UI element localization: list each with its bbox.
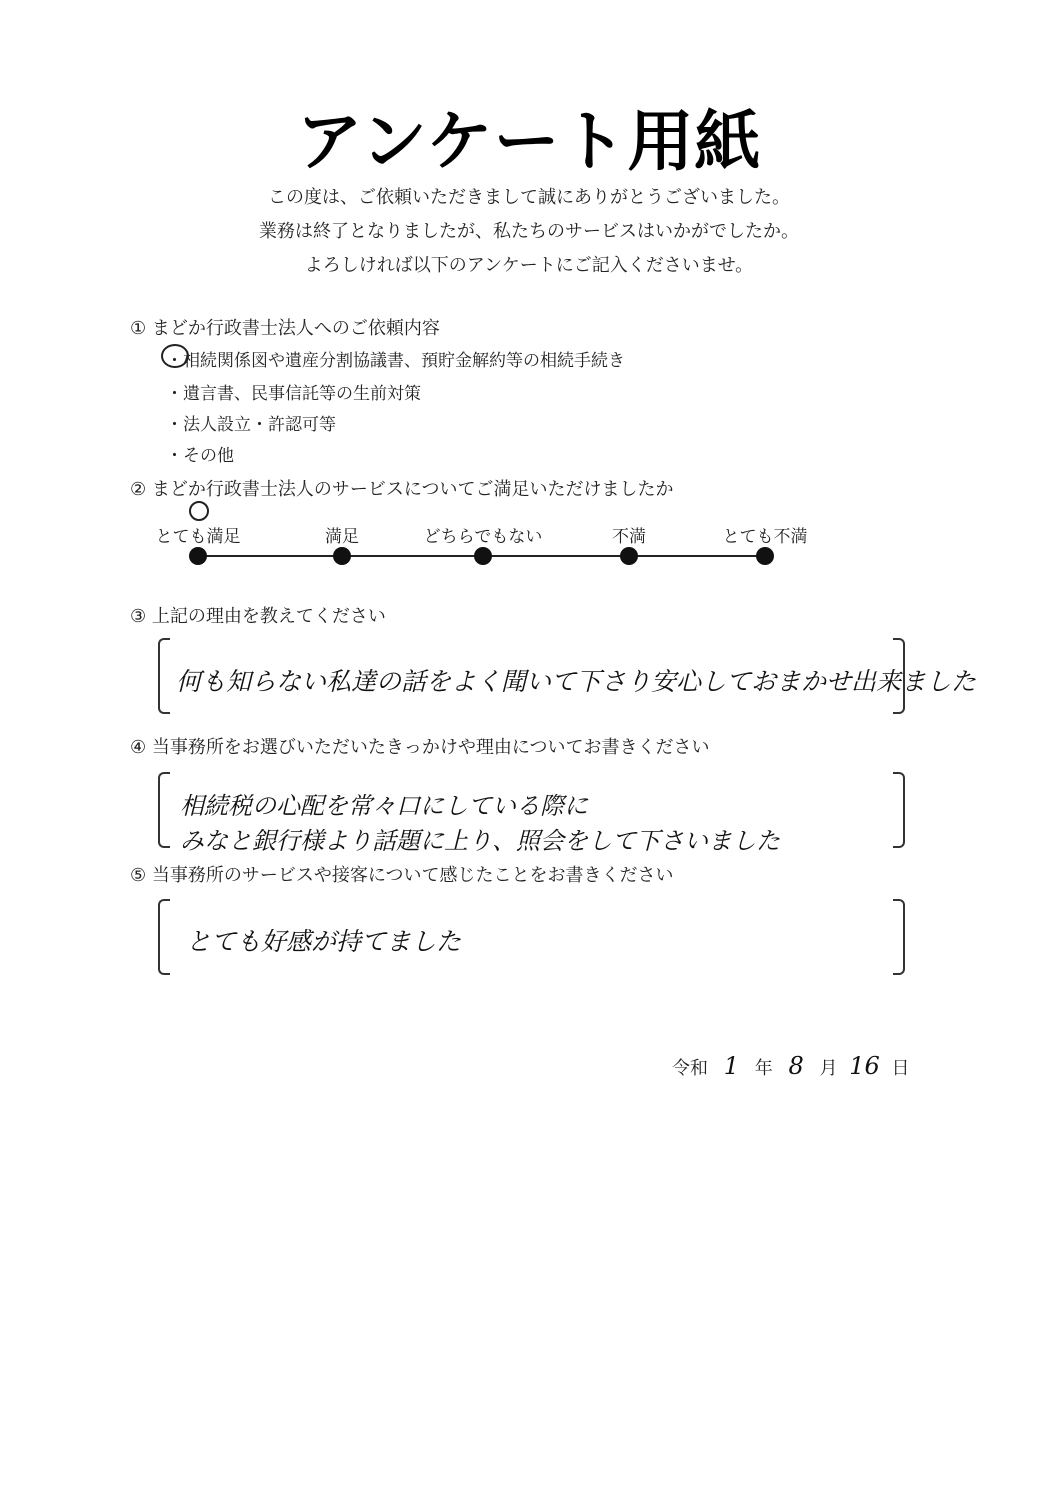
q5-bracket-left — [158, 899, 170, 975]
date-day-unit: 日 — [891, 1058, 910, 1079]
q1-option-1[interactable]: ・相続関係図や遺産分割協議書、預貯金解約等の相続手続き — [166, 351, 625, 371]
q1-label: ① まどか行政書士法人へのご依頼内容 — [130, 318, 440, 339]
q4-bracket-right — [893, 772, 905, 848]
q3-answer-text[interactable]: 何も知らない私達の話をよく聞いて下さり安心しておまかせ出来ました — [176, 667, 977, 696]
page-title: アンケート用紙 — [296, 103, 762, 180]
q3-bracket-left — [158, 638, 170, 714]
date-month[interactable]: 8 — [788, 1052, 804, 1080]
q1-option-3[interactable]: ・法人設立・許認可等 — [166, 415, 336, 435]
q5-label: ⑤ 当事務所のサービスや接客について感じたことをお書きください — [130, 865, 674, 886]
intro-line-2: 業務は終了となりましたが、私たちのサービスはいかがでしたか。 — [259, 221, 799, 242]
date-line — [672, 1052, 910, 1080]
scale-label-very-dissatisfied: とても不満 — [722, 527, 808, 547]
q4-label: ④ 当事務所をお選びいただいたきっかけや理由についてお書きください — [130, 737, 710, 758]
date-year-unit: 年 — [754, 1058, 773, 1079]
q3-label: ③ 上記の理由を教えてください — [130, 606, 386, 627]
q5-bracket-right — [893, 899, 905, 975]
scale-label-neutral: どちらでもない — [423, 527, 543, 547]
q4-answer-line-2[interactable]: みなと銀行様より話題に上り、照会をして下さいました — [180, 827, 780, 855]
scale-label-satisfied: 満足 — [325, 527, 359, 547]
intro-line-3: よろしければ以下のアンケートにご記入くださいませ。 — [304, 255, 754, 276]
scale-dot-1[interactable] — [189, 547, 207, 565]
scale-label-dissatisfied: 不満 — [612, 527, 646, 547]
q4-bracket-left — [158, 772, 170, 848]
scale-dot-5[interactable] — [756, 547, 774, 565]
date-month-unit: 月 — [819, 1058, 838, 1079]
date-era: 令和 — [672, 1058, 708, 1079]
q5-answer-text[interactable]: とても好感が持てました — [186, 927, 462, 956]
date-day[interactable]: 16 — [849, 1052, 880, 1080]
q1-option-2[interactable]: ・遺言書、民事信託等の生前対策 — [166, 384, 421, 404]
q2-label: ② まどか行政書士法人のサービスについてご満足いただけましたか — [130, 479, 674, 500]
scale-dot-2[interactable] — [333, 547, 351, 565]
q1-option-4[interactable]: ・その他 — [166, 446, 234, 466]
scale-dot-4[interactable] — [620, 547, 638, 565]
date-year[interactable]: 1 — [723, 1052, 740, 1080]
intro-line-1: この度は、ご依頼いただきまして誠にありがとうございました。 — [268, 187, 790, 208]
scale-dot-3[interactable] — [474, 547, 492, 565]
q4-answer-line-1[interactable]: 相続税の心配を常々口にしている際に — [180, 792, 588, 820]
q2-selected-circle — [189, 501, 209, 521]
scale-label-very-satisfied: とても満足 — [155, 527, 241, 547]
